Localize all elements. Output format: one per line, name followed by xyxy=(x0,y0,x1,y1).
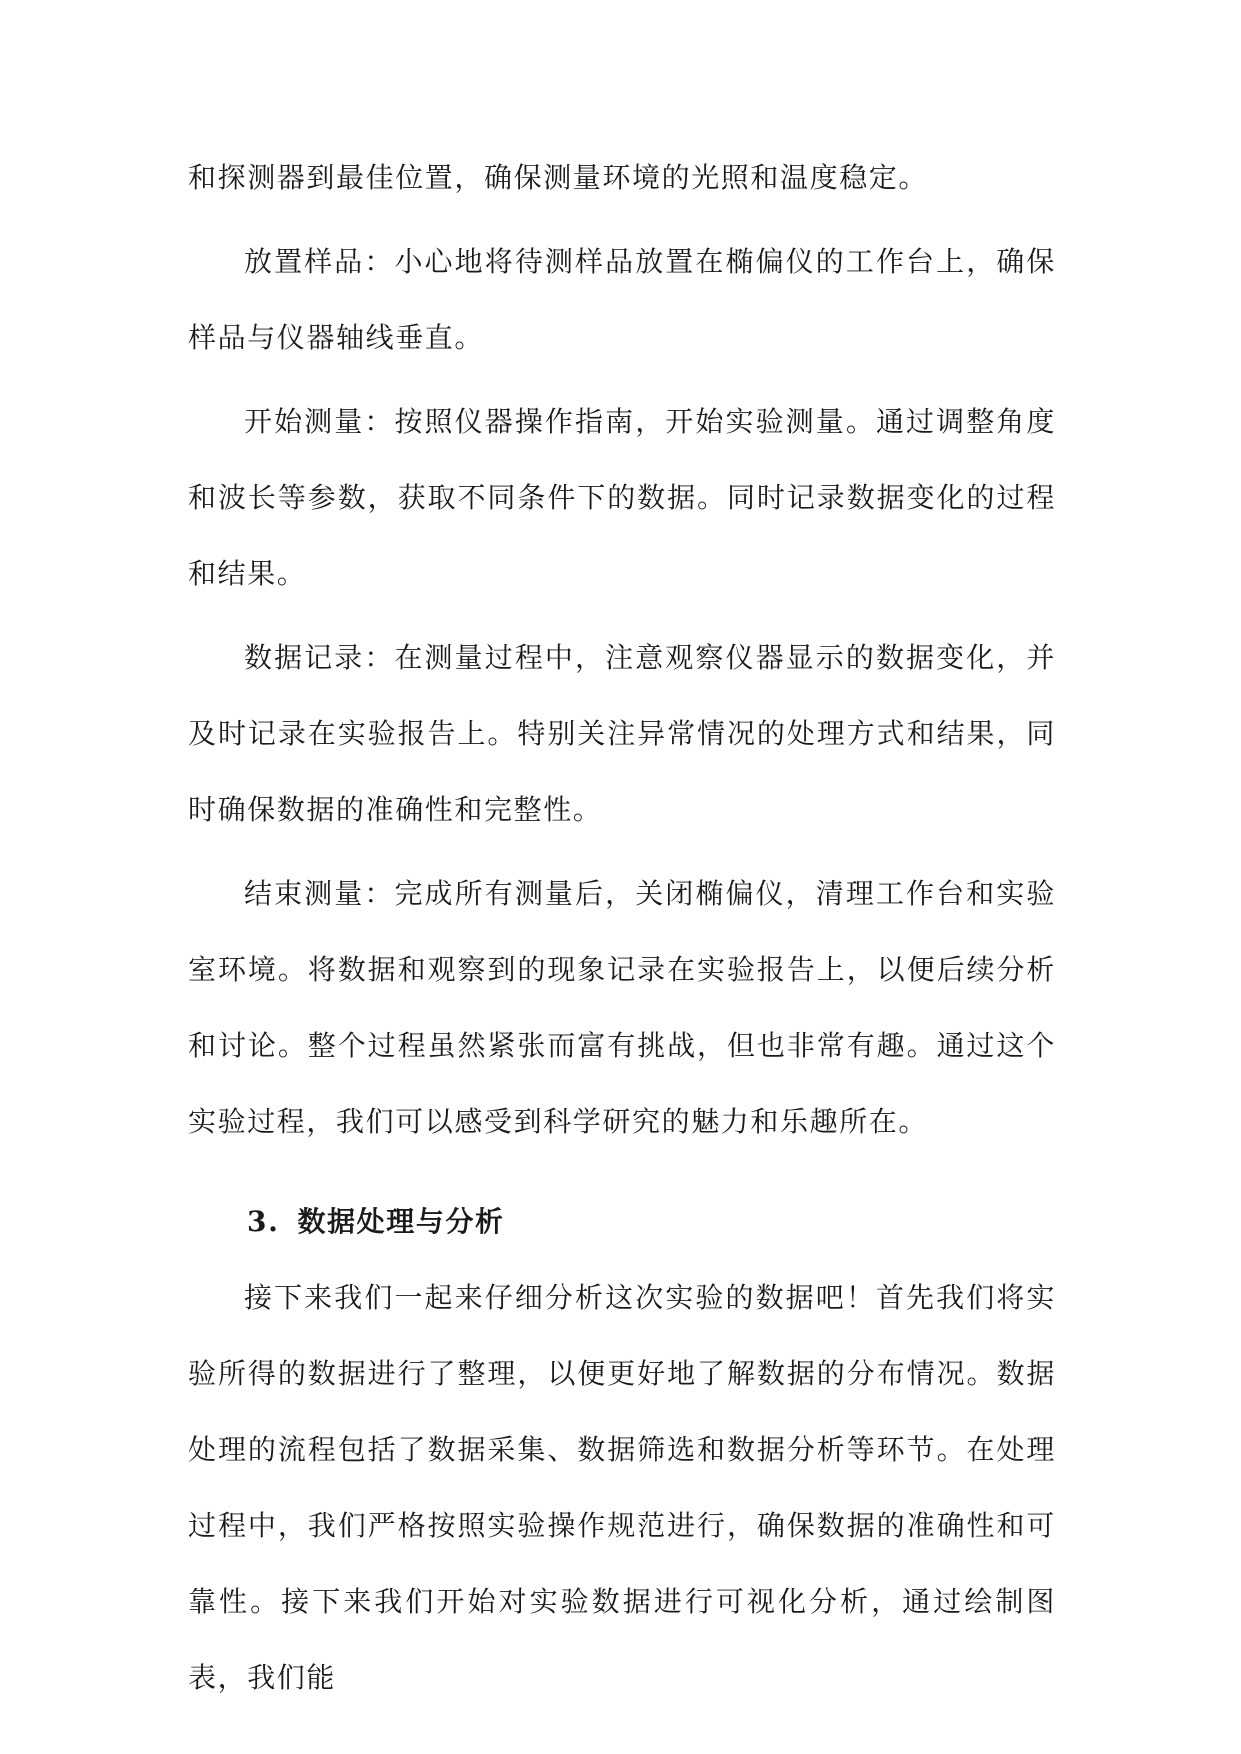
document-body xyxy=(188,140,1056,1724)
section-number: 3. xyxy=(247,1205,280,1238)
section-title: 数据处理与分析 xyxy=(297,1205,505,1238)
paragraph-data-recording: 数据记录：在测量过程中，注意观察仪器显示的数据变化，并及时记录在实验报告上。特别关注异常情况的处理方式和结果，同时确保数据的准确性和完整性。 xyxy=(188,641,1056,826)
section-heading xyxy=(188,1184,1056,1260)
paragraph-place-sample: 放置样品：小心地将待测样品放置在椭偏仪的工作台上，确保样品与仪器轴线垂直。 xyxy=(188,245,1056,354)
paragraph-start-measurement: 开始测量：按照仪器操作指南，开始实验测量。通过调整角度和波长等参数，获取不同条件下的数据。同时记录数据变化的过程和结果。 xyxy=(188,405,1056,590)
paragraph-continuation: 和探测器到最佳位置，确保测量环境的光照和温度稳定。 xyxy=(188,161,929,194)
paragraph-end-measurement: 结束测量：完成所有测量后，关闭椭偏仪，清理工作台和实验室环境。将数据和观察到的现象记录在实验报告上，以便后续分析和讨论。整个过程虽然紧张而富有挑战，但也非常有趣。通过这个实验过程，我们可以感受到科学研究的魅力和乐趣所在。 xyxy=(188,877,1056,1138)
paragraph-data-analysis: 接下来我们一起来仔细分析这次实验的数据吧！首先我们将实验所得的数据进行了整理，以便更好地了解数据的分布情况。数据处理的流程包括了数据采集、数据筛选和数据分析等环节。在处理过程中，我们严格按照实验操作规范进行，确保数据的准确性和可靠性。接下来我们开始对实验数据进行可视化分析，通过绘制图表，我们能 xyxy=(188,1281,1056,1694)
